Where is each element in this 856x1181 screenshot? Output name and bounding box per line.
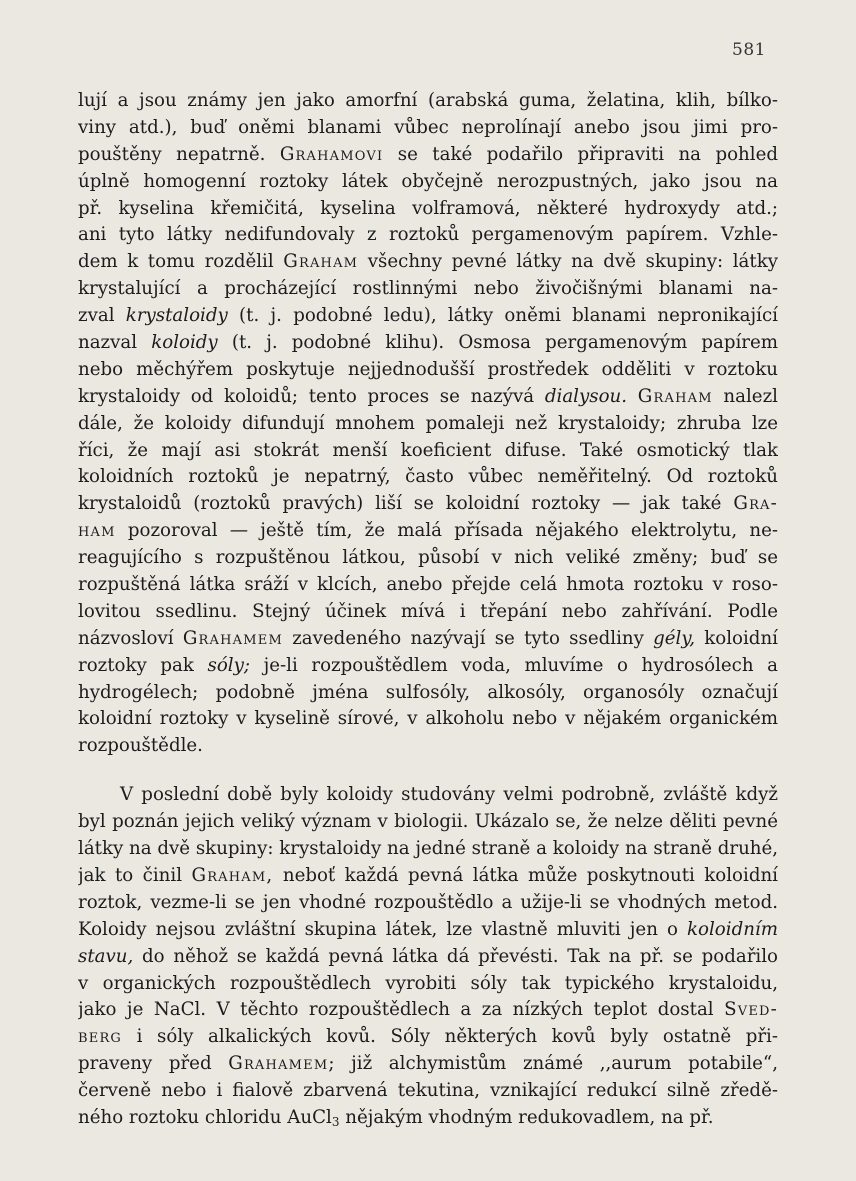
text-block (78, 88, 778, 1132)
paragraph-gap (78, 760, 778, 782)
text-run: pouštěny nepatrně. (78, 143, 280, 165)
text-run: úplně homogenní roztoky látek obyčejně nerozpustných, jako jsou na (78, 170, 778, 192)
text-run: zavedeného nazývají se tyto ssedliny (282, 627, 654, 649)
text-run: říci, že mají asi stokrát menší koeficient difuse. Také osmotický tlak (78, 439, 778, 461)
author-name: Graham, (191, 864, 274, 886)
text-run: zval (78, 305, 126, 327)
text-line (78, 917, 778, 944)
text-line (78, 464, 778, 491)
text-run: jako je NaCl. V těchto rozpouštědlech a za nízkých teplot dostal (78, 999, 725, 1021)
text-run: koloidních roztoků je nepatrný, často vůbec neměřitelný. Od roztoků (78, 466, 778, 488)
text-line (78, 809, 778, 836)
emphasized-term: koloidy (151, 332, 218, 354)
text-line (78, 276, 778, 303)
author-name: Sved- (724, 999, 778, 1021)
emphasized-term: dialysou. (544, 385, 628, 407)
text-line (78, 997, 778, 1024)
author-name: ham (78, 520, 116, 542)
author-name: Graham (637, 385, 713, 407)
text-run: jak to činil (78, 864, 192, 886)
text-run: červeně nebo i fialově zbarvená tekutina, vznikající redukcí silně zředě- (78, 1080, 778, 1102)
text-line (78, 303, 778, 330)
text-run: i sóly alkalických kovů. Sóly některých kovů byly ostatně při- (122, 1026, 778, 1048)
text-line (78, 545, 778, 572)
paragraph-1 (78, 88, 778, 760)
author-name: Graham (283, 251, 359, 273)
text-line (78, 384, 778, 411)
text-line (78, 518, 778, 545)
author-name: Gra- (733, 493, 778, 515)
text-run: př. kyselina křemičitá, kyselina volframová, některé hydroxydy atd.; (78, 197, 778, 219)
text-run (627, 386, 638, 407)
text-run: dem k tomu rozdělil (78, 251, 284, 273)
text-line (78, 782, 778, 809)
text-line (78, 142, 778, 169)
text-line (78, 249, 778, 276)
text-run: V poslední době byly koloidy studovány velmi podrobně, zvláště když (120, 784, 778, 806)
text-line (78, 1078, 778, 1105)
text-run: rozpouštědle. (78, 735, 203, 757)
emphasized-term: gély, (653, 627, 695, 649)
emphasized-term: krystaloidy (125, 305, 228, 327)
text-line (78, 971, 778, 998)
text-run: nějakým vhodným redukovadlem, na př. (339, 1106, 714, 1128)
text-line (78, 863, 778, 890)
text-run: lovitou ssedlinu. Stejný účinek mívá i třepání nebo zahřívání. Podle (78, 600, 778, 622)
text-line (78, 944, 778, 971)
text-run: (t. j. podobné ledu), látky oněmi blanami nepronikající (227, 305, 778, 327)
text-run: názvosloví (78, 627, 183, 649)
text-line (78, 626, 778, 653)
text-run: praveny před (78, 1053, 229, 1075)
text-run: lují a jsou známy jen jako amorfní (arabská guma, želatina, klih, bílko- (78, 90, 778, 111)
text-line (78, 680, 778, 707)
text-line (78, 357, 778, 384)
text-line (78, 733, 778, 760)
text-run: nazval (78, 332, 152, 354)
text-line (78, 706, 778, 733)
text-run: koloidní (695, 627, 778, 649)
author-name: berg (78, 1026, 123, 1048)
text-run: krystaloidů (roztoků pravých) liší se koloidní roztoky — jak také (78, 493, 734, 515)
text-line (78, 196, 778, 223)
text-line (78, 88, 778, 115)
text-run: do něhož se každá pevná látka dá převésti. Tak na př. se podařilo (133, 945, 778, 967)
emphasized-term: stavu, (78, 945, 134, 967)
author-name: Grahamem (182, 627, 283, 649)
text-run: nebo měchýřem poskytuje nejjednodušší prostředek odděliti v roztoku (78, 358, 778, 380)
text-run: roztoky pak (78, 654, 208, 676)
text-line (78, 1051, 778, 1078)
author-name: Grahamem (228, 1053, 329, 1075)
text-line (78, 836, 778, 863)
text-run: dále, že koloidy difundují mnohem pomaleji než krystaloidy; zhruba lze (78, 412, 778, 434)
text-run: byl poznán jejich veliký význam v biologii. Ukázalo se, že nelze děliti pevné (78, 811, 778, 833)
text-run: ani tyto látky nedifundovaly z roztoků pergamenovým papírem. Vzhle- (78, 224, 778, 246)
text-run: látky na dvě skupiny: krystaloidy na jedné straně a koloidy na straně druhé, (78, 838, 778, 860)
emphasized-term: koloidním (687, 918, 778, 940)
text-run: koloidní roztoky v kyselině sírové, v alkoholu nebo v nějakém organickém (78, 708, 778, 730)
text-run: pozoroval — ještě tím, že malá přísada nějakého elektrolytu, ne- (115, 520, 778, 542)
text-run: krystaloidy od koloidů; tento proces se nazývá (78, 385, 545, 407)
text-line (78, 890, 778, 917)
text-line (78, 330, 778, 357)
text-line (78, 599, 778, 626)
text-run: Koloidy nejsou zvláštní skupina látek, lze vlastně mluviti jen o (78, 918, 688, 940)
text-run: (t. j. podobné klihu). Osmosa pergamenovým papírem (217, 332, 778, 354)
emphasized-term: sóly; (207, 654, 251, 676)
text-line (78, 1024, 778, 1051)
text-line (78, 169, 778, 196)
text-run: rozpuštěná látka sráží v klcích, anebo přejde celá hmota roztoku v roso- (78, 574, 778, 596)
paragraph-2 (78, 782, 778, 1132)
text-run: reagujícího s rozpuštěnou látkou, působí v nich veliké změny; buď se (78, 547, 778, 569)
text-line (78, 115, 778, 142)
text-line (78, 411, 778, 438)
author-name: Grahamovi (279, 143, 384, 165)
text-line (78, 438, 778, 465)
text-run: v organických rozpouštědlech vyrobiti sóly tak typického krystaloidu, (78, 972, 778, 994)
subscript: 3 (331, 1114, 340, 1129)
text-run: ného roztoku chloridu AuCl (78, 1106, 332, 1128)
text-line (78, 572, 778, 599)
text-run: je-li rozpouštědlem voda, mluvíme o hydrosólech a (250, 654, 778, 676)
text-run: se také podařilo připraviti na pohled (383, 143, 778, 165)
text-line (78, 653, 778, 680)
text-run: roztok, vezme-li se jen vhodné rozpouštědlo a užije-li se vhodných metod. (78, 891, 778, 913)
page-number: 581 (732, 40, 766, 60)
text-run: neboť každá pevná látka může poskytnouti koloidní (273, 864, 778, 886)
text-run: hydrogélech; podobně jména sulfosóly, alkosóly, organosóly označují (78, 681, 778, 703)
text-run: viny atd.), buď oněmi blanami vůbec neprolínají anebo jsou jimi pro- (78, 116, 778, 138)
text-run: nalezl (712, 385, 778, 407)
text-line (78, 222, 778, 249)
text-line (78, 491, 778, 518)
text-line (78, 1105, 778, 1132)
text-run: krystalující a procházející rostlinnými nebo živočišnými blanami na- (78, 278, 778, 300)
text-run: všechny pevné látky na dvě skupiny: látky (358, 251, 778, 273)
text-run: ; již alchymistům známé ,,aurum potabile“, (328, 1053, 778, 1075)
